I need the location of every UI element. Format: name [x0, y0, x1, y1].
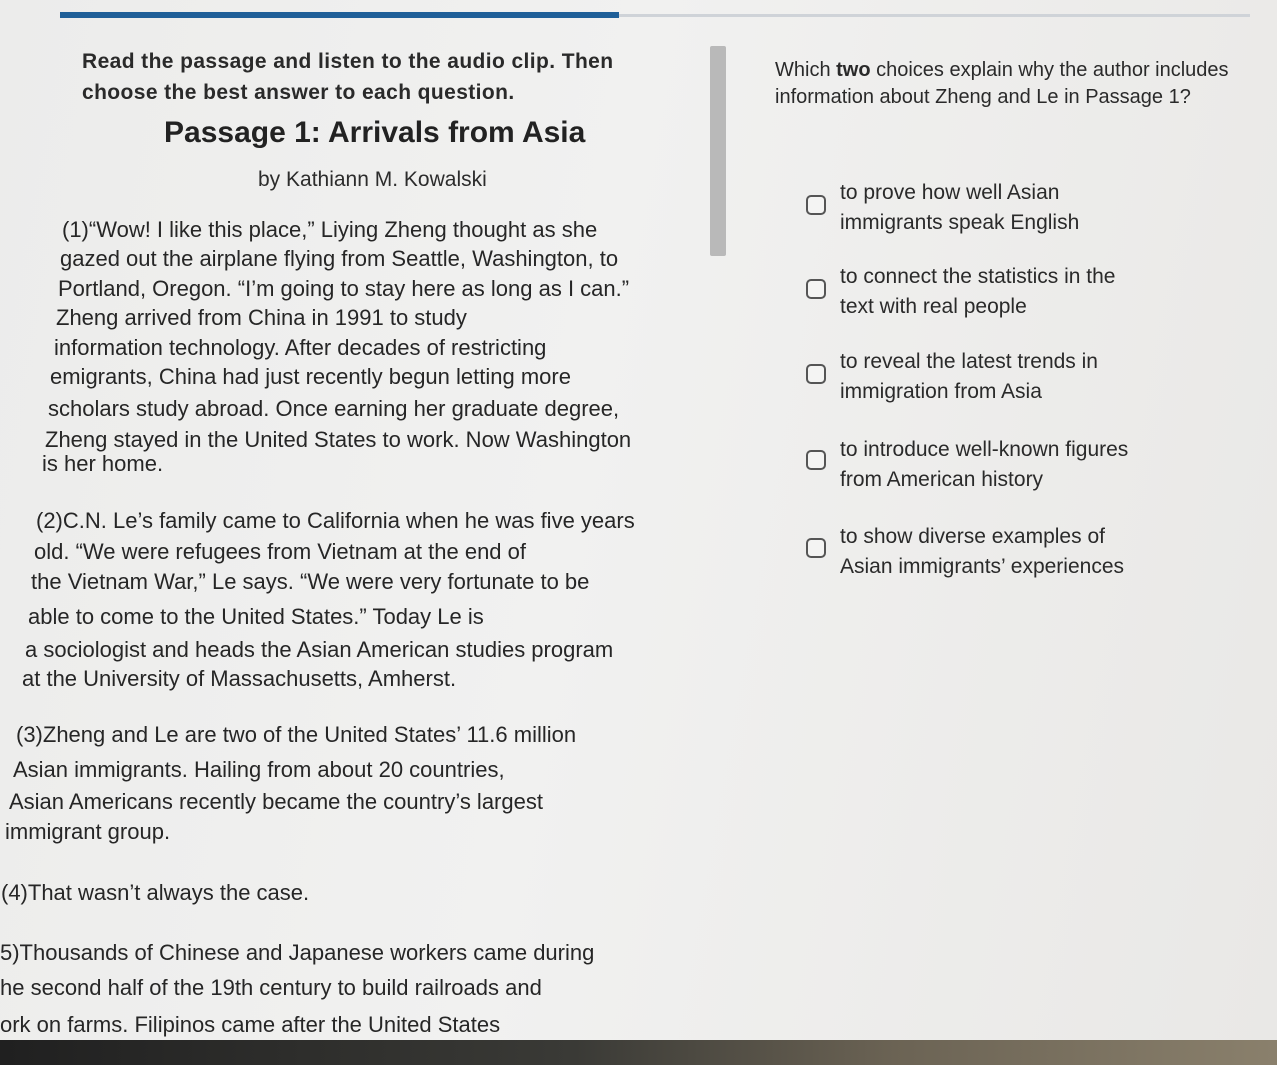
choice-label [840, 178, 1260, 238]
choice-label-line-1: to reveal the latest trends in [840, 350, 1098, 373]
choice-label-line-2: immigrants speak English [840, 211, 1080, 234]
question-rest: choices explain why the author includes information about Zheng and Le in Passage 1? [775, 59, 1229, 108]
checkbox[interactable] [806, 279, 826, 299]
checkbox[interactable] [806, 364, 826, 384]
instructions-line-1: Read the passage and listen to the audio clip. Then [82, 50, 614, 73]
passage-line: (1)“Wow! I like this place,” Liying Zheng thought as she [62, 217, 598, 242]
choice-label-line-2: text with real people [840, 295, 1027, 318]
passage-byline: by Kathiann M. Kowalski [258, 168, 487, 191]
progress-bar-fill [60, 12, 619, 18]
passage-line: ork on farms. Filipinos came after the United States [0, 1012, 501, 1037]
passage-line: at the University of Massachusetts, Amherst. [22, 666, 457, 691]
passage-line: Zheng stayed in the United States to work. Now Washington [45, 427, 632, 452]
question-prompt [775, 57, 1245, 111]
question-prefix: Which [775, 59, 837, 81]
choice-label [840, 435, 1260, 495]
passage-line: gazed out the airplane flying from Seattle, Washington, to [60, 246, 619, 271]
choice-label-line-1: to show diverse examples of [840, 525, 1105, 548]
passage-line: Asian Americans recently became the country’s largest [9, 789, 543, 814]
instructions-line-2: choose the best answer to each question. [82, 81, 515, 104]
choice-label [840, 262, 1260, 322]
device-bezel [0, 1040, 1277, 1065]
pane-divider-scrollbar[interactable] [710, 46, 726, 256]
passage-line: scholars study abroad. Once earning her graduate degree, [48, 396, 620, 421]
passage-title: Passage 1: Arrivals from Asia [164, 116, 586, 149]
choice-label-line-1: to connect the statistics in the [840, 265, 1116, 288]
choice-label-line-1: to introduce well-known figures [840, 438, 1129, 461]
checkbox[interactable] [806, 538, 826, 558]
passage-line: (4)That wasn’t always the case. [1, 880, 310, 905]
passage-line: the Vietnam War,” Le says. “We were very fortunate to be [31, 569, 590, 594]
choice-label-line-2: immigration from Asia [840, 380, 1042, 403]
passage-line: Zheng arrived from China in 1991 to study [56, 305, 467, 330]
passage-line: Asian immigrants. Hailing from about 20 countries, [13, 757, 505, 782]
checkbox[interactable] [806, 195, 826, 215]
choice-label-line-2: Asian immigrants’ experiences [840, 555, 1125, 578]
passage-line: (3)Zheng and Le are two of the United States’ 11.6 million [16, 722, 577, 747]
choice-label [840, 347, 1260, 407]
passage-line: able to come to the United States.” Today Le is [28, 604, 484, 629]
instructions [82, 46, 682, 108]
passage-line: 5)Thousands of Chinese and Japanese workers came during [0, 940, 595, 965]
passage-line: a sociologist and heads the Asian American studies program [25, 637, 614, 662]
passage-line: is her home. [42, 451, 164, 476]
question-emphasis: two [836, 59, 871, 81]
passage-line: immigrant group. [5, 819, 171, 844]
passage-line: he second half of the 19th century to build railroads and [0, 975, 542, 1000]
passage-line: (2)C.N. Le’s family came to California when he was five years [36, 508, 635, 533]
passage-line: old. “We were refugees from Vietnam at the end of [34, 539, 527, 564]
passage-line: Portland, Oregon. “I’m going to stay here as long as I can.” [58, 276, 630, 301]
checkbox[interactable] [806, 450, 826, 470]
passage-line: emigrants, China had just recently begun letting more [50, 364, 571, 389]
passage-line: information technology. After decades of restricting [54, 335, 547, 360]
choice-label-line-1: to prove how well Asian [840, 181, 1060, 204]
choice-label-line-2: from American history [840, 468, 1044, 491]
choice-label [840, 522, 1260, 582]
